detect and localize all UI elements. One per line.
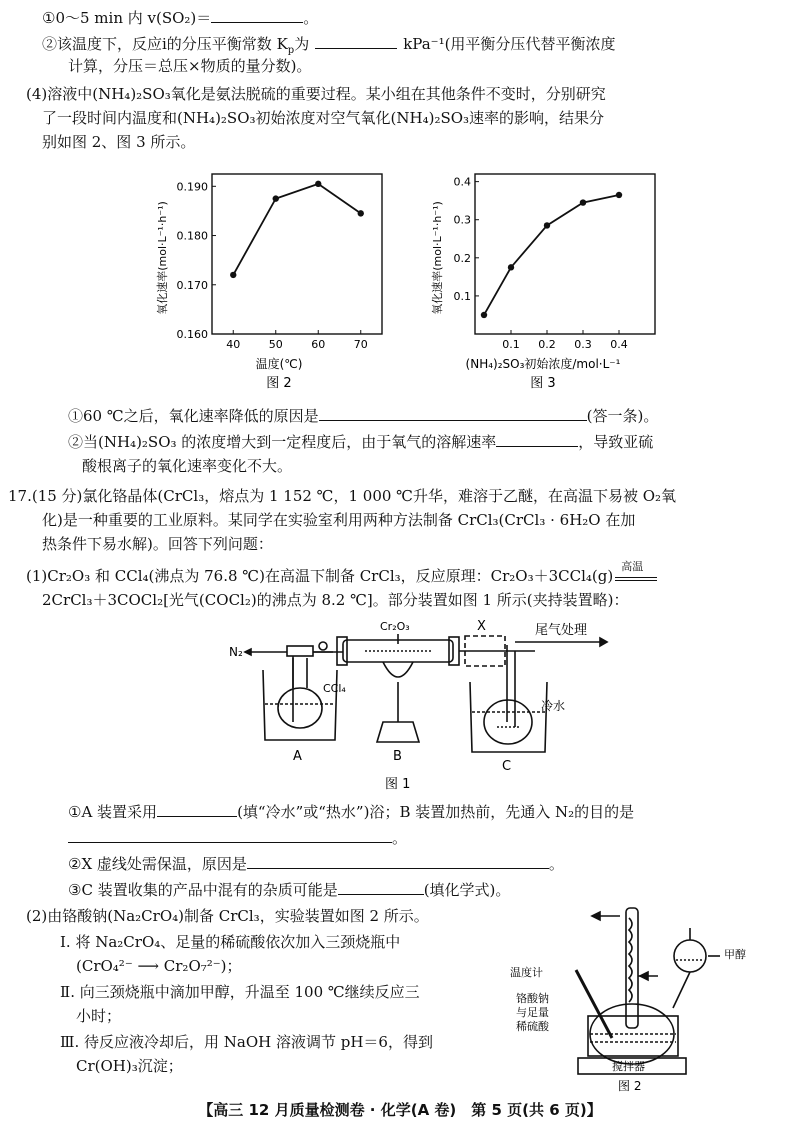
q4-sub2-end: ，导致亚硫: [578, 433, 654, 451]
apparatus-figure-2: [508, 898, 788, 1094]
q4-line3: 别如图 2、图 3 所示。: [42, 133, 196, 151]
label-thermometer: 温度计: [510, 966, 543, 979]
label-flask-1: 铬酸钠: [516, 992, 549, 1005]
beaker-a: [263, 670, 337, 740]
answer-blank[interactable]: [68, 826, 392, 843]
chart-title: 图 2: [266, 376, 292, 391]
step-1-line1: Ⅰ. 将 Na₂CrO₄、足量的稀硫酸依次加入三颈烧瓶中: [60, 933, 401, 951]
arrow-icon: [600, 638, 607, 646]
label-methanol: 甲醇: [724, 948, 746, 961]
step-2-line2: 小时；: [76, 1007, 122, 1025]
label-stirrer: 搅拌器: [612, 1060, 645, 1073]
data-point: [230, 272, 236, 278]
q17-p1-line1: [26, 560, 657, 586]
x-tick-label: 50: [268, 338, 283, 351]
q4-sub2-line2: 酸根离子的氧化速率变化不大。: [82, 457, 293, 475]
q3-sub1-end: 。: [303, 9, 319, 27]
answer-blank[interactable]: [157, 800, 237, 817]
dropping-funnel: [674, 940, 706, 972]
x-tick-label: 70: [353, 338, 368, 351]
reaction-condition: 高温: [621, 560, 644, 573]
q3-sub1: [42, 6, 318, 28]
q4-sub2-text: ②当(NH₄)₂SO₃ 的浓度增大到一定程度后，由于氧气的溶解速率: [68, 433, 497, 451]
q17-p2-line: (2)由铬酸钠(Na₂CrO₄)制备 CrCl₃，实验装置如图 2 所示。: [26, 907, 429, 925]
series-line: [484, 195, 619, 315]
arrow-icon: [640, 972, 648, 980]
q3-sub2-text: ②该温度下，反应ⅰ的分压平衡常数 K: [42, 35, 288, 53]
q3-sub1-text: ①0～5 min 内 v(SO₂)＝: [42, 9, 212, 27]
kp-subscript: p: [287, 45, 295, 56]
series-line: [233, 184, 361, 275]
label-tail-gas: 尾气处理: [535, 623, 588, 638]
q17-p1-s2-text: ②X 虚线处需保温，原因是: [68, 855, 247, 873]
data-point: [273, 195, 279, 201]
y-tick-label: 0.180: [176, 229, 208, 243]
y-axis-label: 氧化速率(mol·L⁻¹·h⁻¹): [431, 201, 444, 315]
answer-blank[interactable]: [211, 6, 303, 23]
y-tick-label: 0.170: [176, 278, 208, 292]
q17-p1-s1-line2: [68, 826, 407, 848]
arrow-icon: [245, 649, 251, 655]
page-footer: 【高三 12 月质量检测卷 · 化学(A 卷) 第 5 页(共 6 页)】: [198, 1101, 602, 1119]
answer-blank[interactable]: [338, 878, 424, 895]
answer-blank[interactable]: [315, 32, 397, 49]
answer-blank[interactable]: [247, 852, 549, 869]
q17-p1-s3-text: ③C 装置收集的产品中混有的杂质可能是: [68, 881, 338, 899]
x-tick-label: 0.4: [610, 338, 628, 351]
data-point: [580, 199, 586, 205]
data-point: [616, 192, 622, 198]
label-a: A: [293, 749, 302, 764]
q4-sub1-text: ①60 ℃之后，氧化速率降低的原因是: [68, 407, 319, 425]
q17-p1-s1-mid: (填“冷水”或“热水”)浴；B 装置加热前，先通入 N₂的目的是: [237, 803, 635, 821]
flame: [383, 662, 413, 677]
reaction-arrow: [613, 560, 657, 586]
y-tick-label: 0.3: [453, 213, 471, 227]
q17-p1-text: (1)Cr₂O₃ 和 CCl₄(沸点为 76.8 ℃)在高温下制备 CrCl₃，反应原理：Cr₂O₃＋3CCl₄(g): [26, 567, 614, 585]
q3-sub2-mid: 为: [294, 35, 310, 53]
x-tick-label: 60: [311, 338, 326, 351]
q4-sub1-end: (答一条)。: [586, 407, 659, 425]
q3-sub2-line2: 计算，分压＝总压×物质的量分数)。: [68, 57, 312, 75]
chart-title: 图 3: [530, 376, 556, 391]
data-point: [481, 312, 487, 318]
q4-line2: 了一段时间内温度和(NH₄)₂SO₃初始浓度对空气氧化(NH₄)₂SO₃速率的影响，结果分: [42, 109, 605, 127]
water-bath: [588, 1016, 678, 1056]
q17-p1-s1: [68, 800, 634, 822]
answer-blank[interactable]: [319, 404, 587, 421]
figure-2-caption: 图 2: [618, 1079, 642, 1093]
y-tick-label: 0.1: [453, 289, 471, 303]
q4-sub2: [68, 430, 653, 452]
step-3-line1: Ⅲ. 待反应液冷却后，用 NaOH 溶液调节 pH＝6，得到: [60, 1033, 433, 1051]
x-tick-label: 0.1: [502, 338, 520, 351]
data-point: [544, 222, 550, 228]
y-tick-label: 0.4: [453, 175, 471, 189]
q17-p1-s3: [68, 878, 510, 900]
burner-b: [377, 722, 419, 742]
q17-line3: 热条件下易水解)。回答下列问题：: [42, 535, 273, 553]
q3-sub2-post: kPa⁻¹(用平衡分压代替平衡浓度: [403, 35, 616, 53]
label-c: C: [502, 759, 512, 774]
plot-frame: [212, 174, 382, 334]
chart-figure-2: [150, 168, 390, 398]
arrow-icon: [592, 912, 600, 920]
q17-p1-s2: [68, 852, 564, 874]
q17-p1-line2: 2CrCl₃＋3COCl₂[光气(COCl₂)的沸点为 8.2 ℃]。部分装置如图 1 所示(夹持装置略)：: [42, 591, 629, 609]
label-ccl4: CCl₄: [323, 682, 346, 695]
q17-p1-s3-end: (填化学式)。: [423, 881, 511, 899]
chart-figure-3: [425, 168, 675, 398]
label-b: B: [393, 749, 402, 764]
data-point: [508, 264, 514, 270]
flask-c: [484, 700, 532, 744]
x-axis-label: (NH₄)₂SO₃初始浓度/mol·L⁻¹: [465, 357, 621, 371]
y-tick-label: 0.190: [176, 180, 208, 194]
q17-p1-s1-end: 。: [392, 829, 408, 847]
q17-p1-s1-text: ①A 装置采用: [68, 803, 158, 821]
y-tick-label: 0.2: [453, 251, 471, 265]
q17-p1-s2-end: 。: [548, 855, 564, 873]
q17-line2: 化)是一种重要的工业原料。某同学在实验室利用两种方法制备 CrCl₃(CrCl₃ · 6H₂O 在加: [42, 511, 636, 529]
figure-1-caption: 图 1: [385, 777, 411, 792]
label-x: X: [477, 619, 486, 634]
y-axis-label: 氧化速率(mol·L⁻¹·h⁻¹): [156, 201, 169, 315]
beaker-c: [470, 682, 547, 752]
q4-line1: (4)溶液中(NH₄)₂SO₃氧化是氨法脱硫的重要过程。某小组在其他条件不变时，分别研究: [26, 85, 606, 103]
thermometer: [576, 970, 612, 1038]
step-1-line2: (CrO₄²⁻ ⟶ Cr₂O₇²⁻)；: [76, 957, 242, 975]
step-2-line1: Ⅱ. 向三颈烧瓶中滴加甲醇，升温至 100 ℃继续反应三: [60, 983, 420, 1001]
answer-blank[interactable]: [496, 430, 578, 447]
x-tick-label: 0.2: [538, 338, 556, 351]
label-cold-water: 冷水: [541, 699, 566, 713]
label-flask-2: 与足量: [516, 1006, 549, 1019]
x-axis-label: 温度(℃): [255, 357, 303, 371]
x-tick-label: 40: [226, 338, 241, 351]
x-tick-label: 0.3: [574, 338, 592, 351]
y-tick-label: 0.160: [176, 328, 208, 341]
q17-line1: 17.(15 分)氯化铬晶体(CrCl₃，熔点为 1 152 ℃，1 000 ℃升华，难溶于乙醚，在高温下易被 O₂氧: [8, 487, 677, 505]
label-n2: N₂: [229, 645, 243, 659]
data-point: [315, 181, 321, 187]
label-flask-3: 稀硫酸: [516, 1020, 549, 1033]
apparatus-figure-1: [215, 612, 625, 792]
plot-frame: [475, 174, 655, 334]
flask-a: [278, 688, 322, 728]
step-3-line2: Cr(OH)₃沉淀；: [76, 1057, 183, 1075]
data-point: [358, 210, 364, 216]
q4-sub1: [68, 404, 658, 426]
label-cr2o3: Cr₂O₃: [380, 620, 410, 633]
